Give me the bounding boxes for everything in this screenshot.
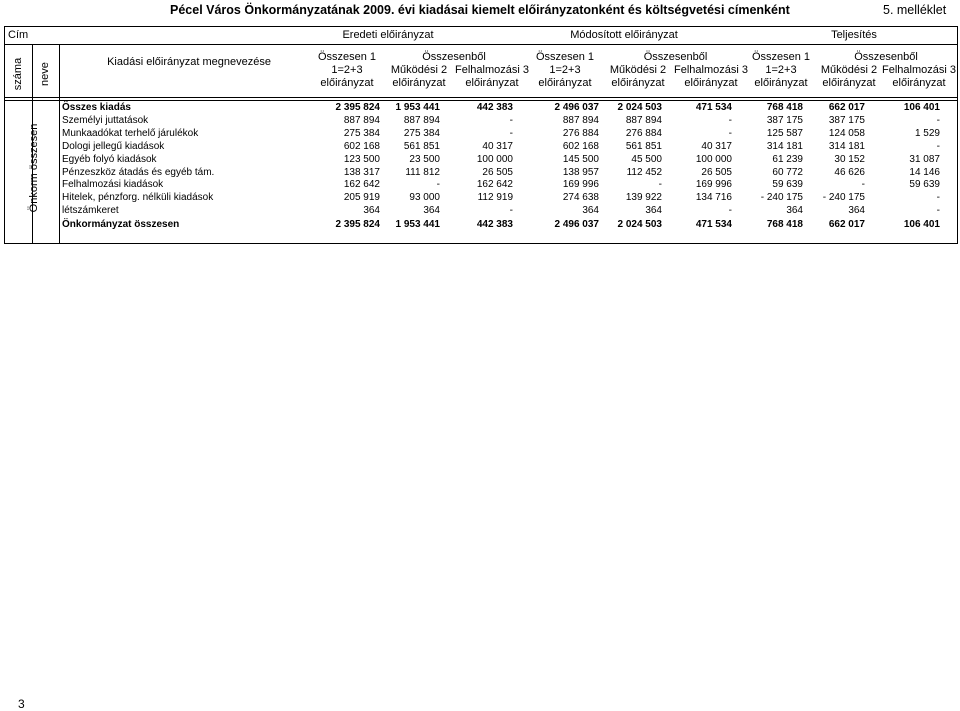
row-value: 442 383 xyxy=(476,219,513,230)
header-label: előirányzat xyxy=(754,77,808,89)
row-label: létszámkeret xyxy=(62,205,119,217)
row-value: 561 851 xyxy=(625,140,662,152)
table-row xyxy=(62,128,942,140)
row-value: 561 851 xyxy=(403,140,440,152)
row-value: - xyxy=(936,192,940,204)
row-value: 111 812 xyxy=(405,166,440,178)
row-value: 275 384 xyxy=(403,127,440,139)
header-eredeti-felhalm xyxy=(453,64,531,90)
annex-label: 5. melléklet xyxy=(883,3,947,17)
row-value: 314 181 xyxy=(828,140,865,152)
row-value: - xyxy=(658,179,662,191)
row-value: 100 000 xyxy=(476,153,513,165)
header-eredeti-total xyxy=(316,51,378,90)
row-value: 2 024 503 xyxy=(617,219,662,230)
row-value: 887 894 xyxy=(562,114,599,126)
row-label: Önkormányzat összesen xyxy=(62,219,180,230)
table-row xyxy=(62,179,942,191)
row-value: 1 529 xyxy=(914,127,940,139)
document-title: Pécel Város Önkormányzatának 2009. évi kiadásai kiemelt előirányzatonként és költségvetési címenként xyxy=(170,3,790,17)
header-label: Felhalmozási 3 xyxy=(882,64,956,76)
row-value: 31 087 xyxy=(909,153,940,165)
header-group-eredeti: Eredeti előirányzat xyxy=(342,29,434,41)
header-label: Működési 2 xyxy=(390,64,448,76)
header-label: előirányzat xyxy=(392,77,446,89)
table-row xyxy=(62,154,942,166)
page-number: 3 xyxy=(18,697,25,711)
header-description: Kiadási előirányzat megnevezése xyxy=(107,56,271,68)
row-value: 442 383 xyxy=(476,102,513,113)
header-group-modositott: Módosított előirányzat xyxy=(570,29,678,41)
header-label: Összesen 1 xyxy=(535,51,595,63)
table-row xyxy=(62,102,942,114)
header-label: előirányzat xyxy=(822,77,876,89)
row-value: 662 017 xyxy=(828,219,865,230)
header-neve: neve xyxy=(39,62,51,86)
header-eredeti-sub: Összesenből xyxy=(422,51,486,63)
header-label: 1=2+3 xyxy=(765,64,797,76)
row-value: 2 024 503 xyxy=(617,102,662,113)
header-teljesites-mukodesi xyxy=(814,64,884,90)
header-label: előirányzat xyxy=(684,77,738,89)
row-value: 40 317 xyxy=(482,140,513,152)
row-value: 134 716 xyxy=(695,192,732,204)
row-value: 145 500 xyxy=(562,153,599,165)
header-label: 1=2+3 xyxy=(331,64,363,76)
header-label: Összesen 1 xyxy=(317,51,377,63)
row-value: 112 452 xyxy=(626,166,662,178)
header-label: előirányzat xyxy=(611,77,665,89)
row-value: 387 175 xyxy=(828,114,865,126)
row-value: 14 146 xyxy=(909,166,940,178)
row-value: 61 239 xyxy=(772,153,803,165)
row-value: 40 317 xyxy=(701,140,732,152)
row-value: - xyxy=(936,140,940,152)
table-border-bottom xyxy=(4,243,958,244)
row-value: 364 xyxy=(848,205,865,217)
row-label: Egyéb folyó kiadások xyxy=(62,153,157,165)
row-value: 602 168 xyxy=(562,140,599,152)
section-label: Önkorm összesen xyxy=(28,123,40,213)
row-value: - xyxy=(509,114,513,126)
row-value: 2 496 037 xyxy=(554,219,599,230)
row-value: - xyxy=(509,205,513,217)
row-value: 205 919 xyxy=(343,192,380,204)
row-value: 2 395 824 xyxy=(335,102,380,113)
header-modositott-mukodesi xyxy=(603,64,673,90)
row-value: 162 642 xyxy=(343,179,380,191)
header-label: előirányzat xyxy=(320,77,374,89)
header-label: Felhalmozási 3 xyxy=(455,64,529,76)
header-label: Összesen 1 xyxy=(751,51,811,63)
row-value: 93 000 xyxy=(409,192,440,204)
row-value: 274 638 xyxy=(562,192,599,204)
header-rule-3 xyxy=(4,100,958,101)
table-border-right xyxy=(957,26,958,244)
row-value: 387 175 xyxy=(766,114,803,126)
header-cim: Cím xyxy=(8,29,29,41)
row-value: 23 500 xyxy=(409,153,440,165)
row-value: 887 894 xyxy=(343,114,380,126)
row-value: - xyxy=(936,205,940,217)
row-value: 471 534 xyxy=(695,102,732,113)
header-teljesites-sub: Összesenből xyxy=(854,51,918,63)
row-value: 276 884 xyxy=(625,127,662,139)
table-row xyxy=(62,115,942,127)
header-label: előirányzat xyxy=(538,77,592,89)
header-modositott-felhalm xyxy=(671,64,751,90)
table-row xyxy=(62,167,942,179)
row-label: Dologi jellegű kiadások xyxy=(62,140,165,152)
header-teljesites-total xyxy=(749,51,813,90)
header-label: Felhalmozási 3 xyxy=(674,64,748,76)
row-value: 169 996 xyxy=(695,179,732,191)
row-value: 2 395 824 xyxy=(335,219,380,230)
header-rule-2 xyxy=(4,97,958,98)
row-value: 139 922 xyxy=(625,192,662,204)
row-value: - xyxy=(936,114,940,126)
row-label: Munkaadókat terhelő járulékok xyxy=(62,127,199,139)
row-value: 887 894 xyxy=(403,114,440,126)
row-value: 46 626 xyxy=(834,166,865,178)
row-value: 1 953 441 xyxy=(395,102,440,113)
row-value: 45 500 xyxy=(631,153,662,165)
header-modositott-total xyxy=(531,51,599,90)
header-rule-1 xyxy=(4,44,958,45)
row-value: 364 xyxy=(423,205,440,217)
row-label: Hitelek, pénzforg. nélküli kiadások xyxy=(62,192,214,204)
row-label: Pénzeszköz átadás és egyéb tám. xyxy=(62,166,215,178)
row-value: 59 639 xyxy=(772,179,803,191)
row-label: Összes kiadás xyxy=(62,102,131,113)
row-label: Felhalmozási kiadások xyxy=(62,179,164,191)
header-label: Működési 2 xyxy=(609,64,667,76)
row-value: 124 058 xyxy=(828,127,865,139)
row-value: 60 772 xyxy=(772,166,803,178)
row-value: 662 017 xyxy=(828,102,865,113)
row-label: Személyi juttatások xyxy=(62,114,149,126)
header-eredeti-mukodesi xyxy=(384,64,454,90)
row-value: - xyxy=(509,127,513,139)
table-row xyxy=(62,192,942,204)
row-value: - xyxy=(436,179,440,191)
row-value: 602 168 xyxy=(343,140,380,152)
row-value: - xyxy=(728,114,732,126)
row-value: 314 181 xyxy=(766,140,803,152)
row-value: 59 639 xyxy=(909,179,940,191)
header-label: előirányzat xyxy=(892,77,946,89)
header-label: Működési 2 xyxy=(820,64,878,76)
row-value: 26 505 xyxy=(701,166,732,178)
row-value: 100 000 xyxy=(695,153,732,165)
row-value: 123 500 xyxy=(343,153,380,165)
row-value: 138 957 xyxy=(562,166,599,178)
table-row xyxy=(62,219,942,231)
row-value: - xyxy=(728,127,732,139)
row-value: 276 884 xyxy=(562,127,599,139)
document-header xyxy=(0,2,960,20)
row-value: 26 505 xyxy=(482,166,513,178)
row-value: 275 384 xyxy=(343,127,380,139)
row-value: 169 996 xyxy=(562,179,599,191)
row-value: 471 534 xyxy=(695,219,732,230)
header-modositott-sub: Összesenből xyxy=(643,51,708,63)
row-value: 2 496 037 xyxy=(554,102,599,113)
header-label: előirányzat xyxy=(465,77,519,89)
header-szama: száma xyxy=(12,57,24,91)
table-row xyxy=(62,205,942,217)
table-row xyxy=(62,141,942,153)
row-value: 162 642 xyxy=(476,179,513,191)
row-value: 768 418 xyxy=(766,219,803,230)
row-value: 364 xyxy=(582,205,599,217)
row-value: 138 317 xyxy=(343,166,380,178)
row-value: - 240 175 xyxy=(760,192,803,204)
row-value: 112 919 xyxy=(477,192,513,204)
header-group-teljesites: Teljesítés xyxy=(831,29,877,41)
row-value: 1 953 441 xyxy=(395,219,440,230)
row-value: 106 401 xyxy=(903,219,940,230)
col-rule-neve xyxy=(59,44,60,244)
header-teljesites-felhalm xyxy=(880,64,958,90)
row-value: 125 587 xyxy=(766,127,803,139)
row-value: 30 152 xyxy=(834,153,865,165)
table-border-top xyxy=(4,26,958,27)
row-value: 887 894 xyxy=(625,114,662,126)
row-value: 106 401 xyxy=(903,102,940,113)
row-value: 768 418 xyxy=(766,102,803,113)
row-value: - 240 175 xyxy=(822,192,865,204)
table-border-left xyxy=(4,26,5,244)
row-value: 364 xyxy=(645,205,662,217)
row-value: - xyxy=(728,205,732,217)
row-value: 364 xyxy=(363,205,380,217)
header-label: 1=2+3 xyxy=(549,64,581,76)
row-value: 364 xyxy=(786,205,803,217)
row-value: - xyxy=(861,179,865,191)
